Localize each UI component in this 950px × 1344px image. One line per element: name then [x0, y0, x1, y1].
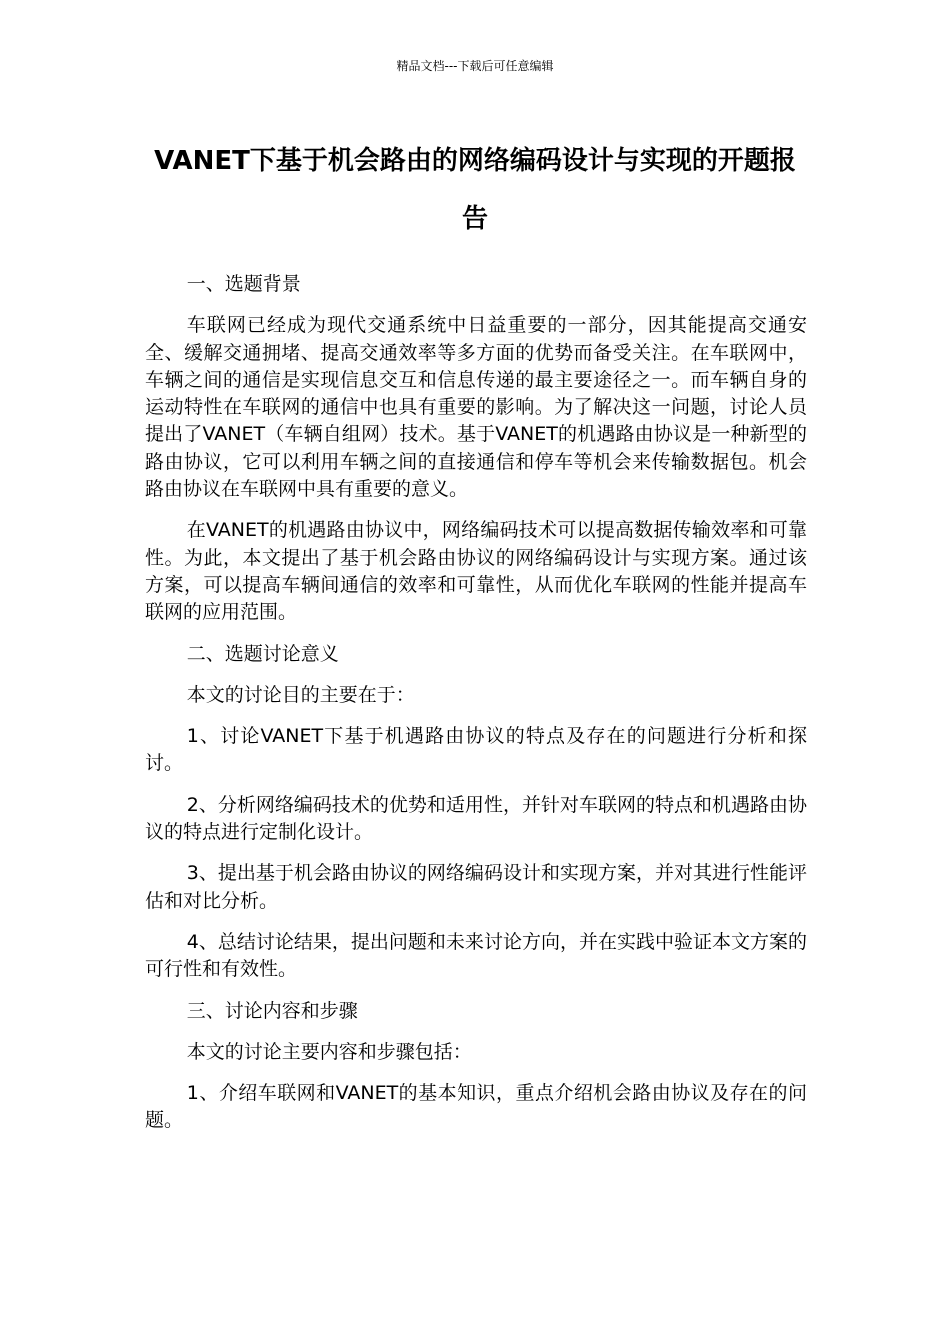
- list-item-significance-3: 3、提出基于机会路由协议的网络编码设计和实现方案，并对其进行性能评估和对比分析。: [145, 862, 807, 912]
- document-title: VANET下基于机会路由的网络编码设计与实现的开题报告: [154, 146, 796, 234]
- paragraph-background-1: 车联网已经成为现代交通系统中日益重要的一部分，因其能提高交通安全、缓解交通拥堵、提高交通效率等多方面的优势而备受关注。在车联网中，车辆之间的通信是实现信息交互和信息传递的最主要途径之一。而车辆自身的运动特性在车联网的通信中也具有重要的影响。为了解决这一问题，讨论人员提出了VANET（车辆自组网）技术。基于VANET的机遇路由协议是一种新型的路由协议，它可以利用车辆之间的直接通信和停车等机会来传输数据包。机会路由协议在车联网中具有重要的意义。: [145, 314, 807, 501]
- section-heading-background: 一、选题背景: [186, 273, 301, 295]
- paragraph-content-intro: 本文的讨论主要内容和步骤包括：: [186, 1040, 472, 1063]
- list-item-significance-4: 4、总结讨论结果，提出问题和未来讨论方向，并在实践中验证本文方案的可行性和有效性。: [145, 930, 807, 981]
- header-note: 精品文档---下载后可任意编辑: [396, 59, 554, 73]
- list-item-content-1: 1、介绍车联网和VANET的基本知识，重点介绍机会路由协议及存在的问题。: [145, 1082, 807, 1132]
- paragraph-significance-intro: 本文的讨论目的主要在于：: [186, 683, 415, 706]
- section-heading-significance: 二、选题讨论意义: [186, 642, 339, 665]
- list-item-significance-2: 2、分析网络编码技术的优势和适用性，并针对车联网的特点和机遇路由协议的特点进行定制化设计。: [145, 793, 807, 844]
- section-heading-content: 三、讨论内容和步骤: [186, 999, 358, 1022]
- document-body: [145, 271, 807, 1149]
- paragraph-background-2: 在VANET的机遇路由协议中，网络编码技术可以提高数据传输效率和可靠性。为此，本文提出了基于机会路由协议的网络编码设计与实现方案。通过该方案，可以提高车辆间通信的效率和可靠性，从而优化车联网的性能并提高车联网的应用范围。: [145, 519, 807, 624]
- list-item-significance-1: 1、讨论VANET下基于机遇路由协议的特点及存在的问题进行分析和探讨。: [145, 725, 807, 775]
